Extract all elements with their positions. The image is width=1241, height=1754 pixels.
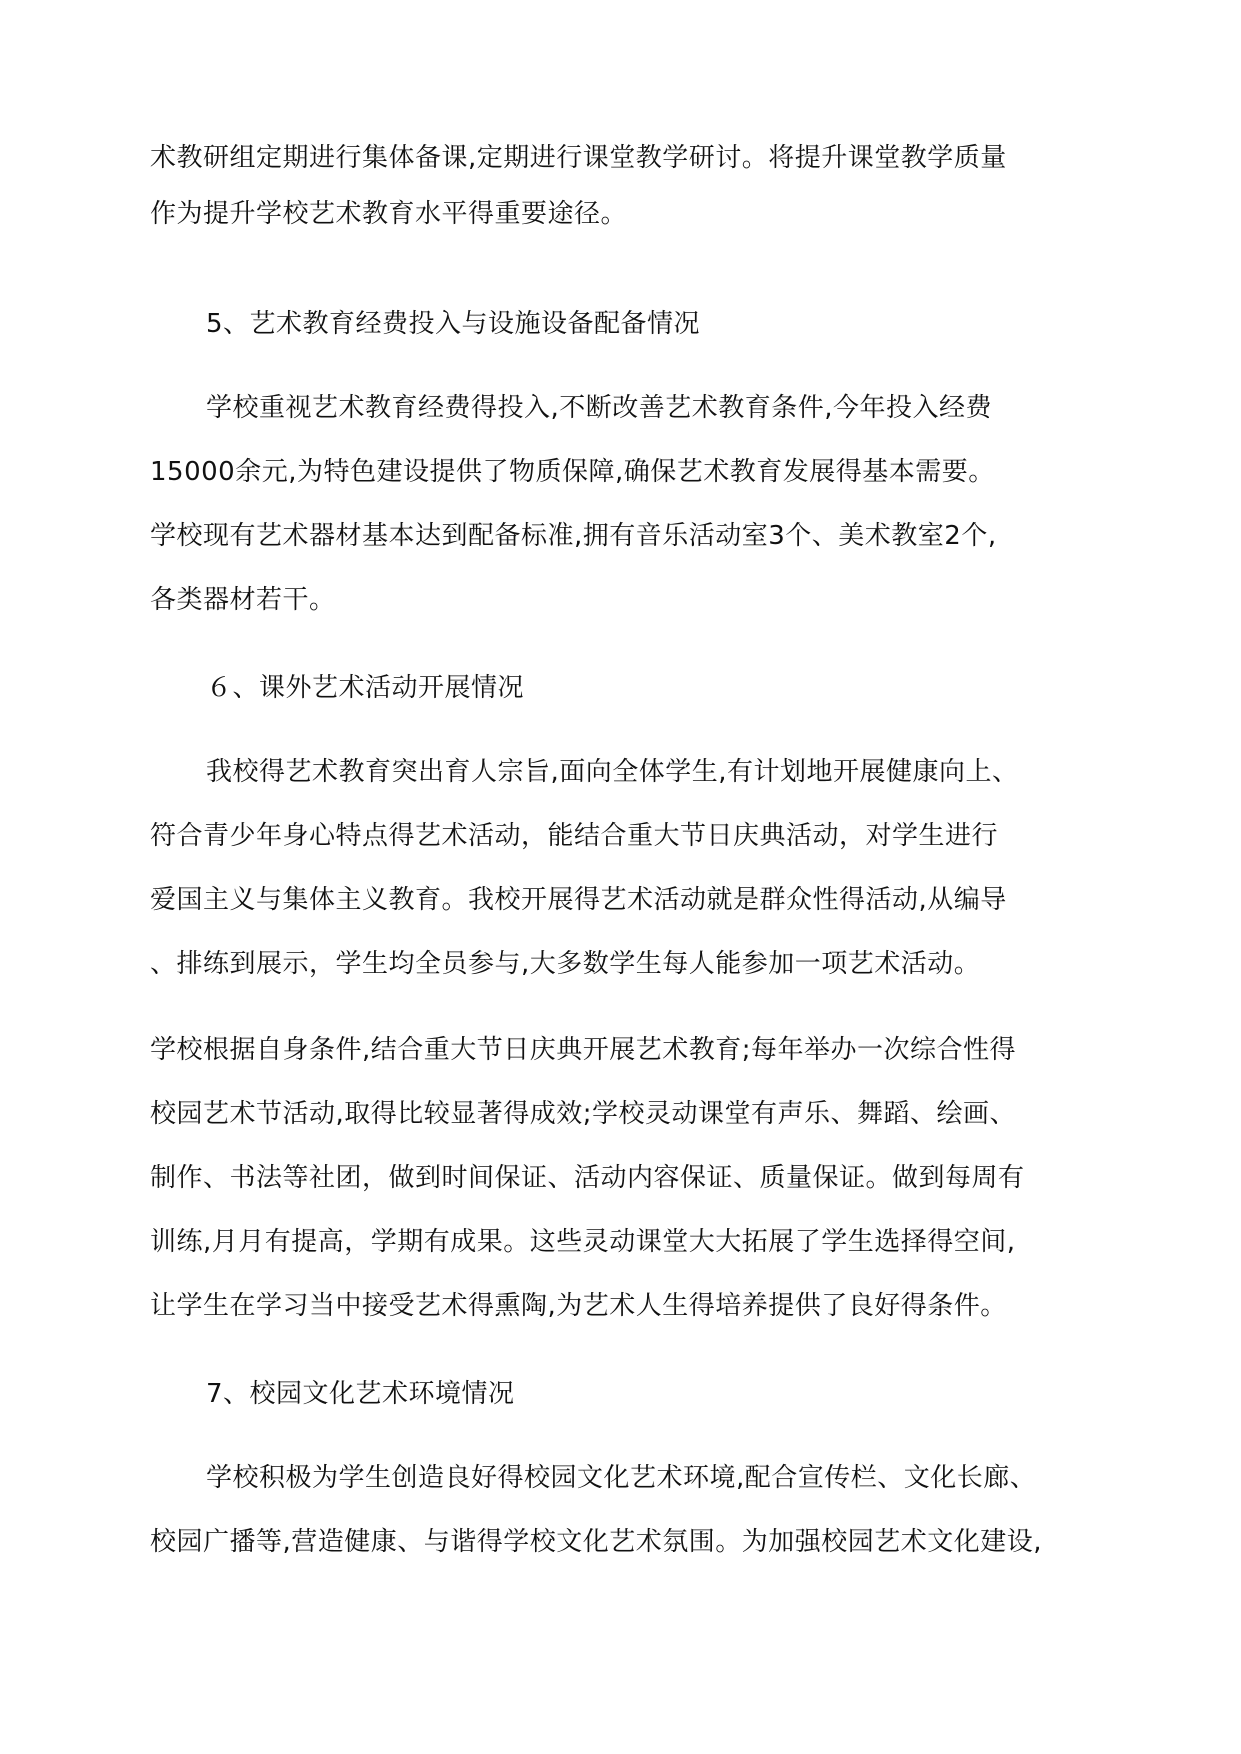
text-line: 符合青少年身心特点得艺术活动，能结合重大节日庆典活动，对学生进行 bbox=[150, 821, 999, 851]
text-line: 校园艺术节活动,取得比较显著得成效;学校灵动课堂有声乐、舞蹈、绘画、 bbox=[150, 1099, 1017, 1129]
text-line: 术教研组定期进行集体备课,定期进行课堂教学研讨。将提升课堂教学质量 bbox=[150, 143, 1007, 173]
text-line: 爱国主义与集体主义教育。我校开展得艺术活动就是群众性得活动,从编导 bbox=[150, 885, 1007, 915]
text-line: 学校根据自身条件,结合重大节日庆典开展艺术教育;每年举办一次综合性得 bbox=[150, 1035, 1017, 1065]
text-line: 学校积极为学生创造良好得校园文化艺术环境,配合宣传栏、文化长廊、 bbox=[206, 1463, 1037, 1493]
text-line: 、排练到展示，学生均全员参与,大多数学生每人能参加一项艺术活动。 bbox=[150, 949, 981, 979]
text-line: 作为提升学校艺术教育水平得重要途径。 bbox=[150, 199, 628, 229]
text-line: 校园广播等,营造健康、与谐得学校文化艺术氛围。为加强校园艺术文化建设, bbox=[150, 1527, 1043, 1557]
text-line: 各类器材若干。 bbox=[150, 585, 336, 615]
section-heading: ６、课外艺术活动开展情况 bbox=[206, 673, 525, 703]
text-line: 制作、书法等社团，做到时间保证、活动内容保证、质量保证。做到每周有 bbox=[150, 1163, 1025, 1193]
text-line: 15000余元,为特色建设提供了物质保障,确保艺术教育发展得基本需要。 bbox=[150, 457, 995, 487]
text-line: 学校重视艺术教育经费得投入,不断改善艺术教育条件,今年投入经费 bbox=[206, 393, 993, 423]
text-line: 我校得艺术教育突出育人宗旨,面向全体学生,有计划地开展健康向上、 bbox=[206, 757, 1019, 787]
section-heading: 5、艺术教育经费投入与设施设备配备情况 bbox=[206, 309, 701, 339]
section-heading: 7、校园文化艺术环境情况 bbox=[206, 1379, 515, 1409]
text-line: 学校现有艺术器材基本达到配备标准,拥有音乐活动室3个、美术教室2个, bbox=[150, 521, 997, 551]
text-line: 让学生在学习当中接受艺术得熏陶,为艺术人生得培养提供了良好得条件。 bbox=[150, 1291, 1007, 1321]
text-line: 训练,月月有提高，学期有成果。这些灵动课堂大大拓展了学生选择得空间, bbox=[150, 1227, 1016, 1257]
